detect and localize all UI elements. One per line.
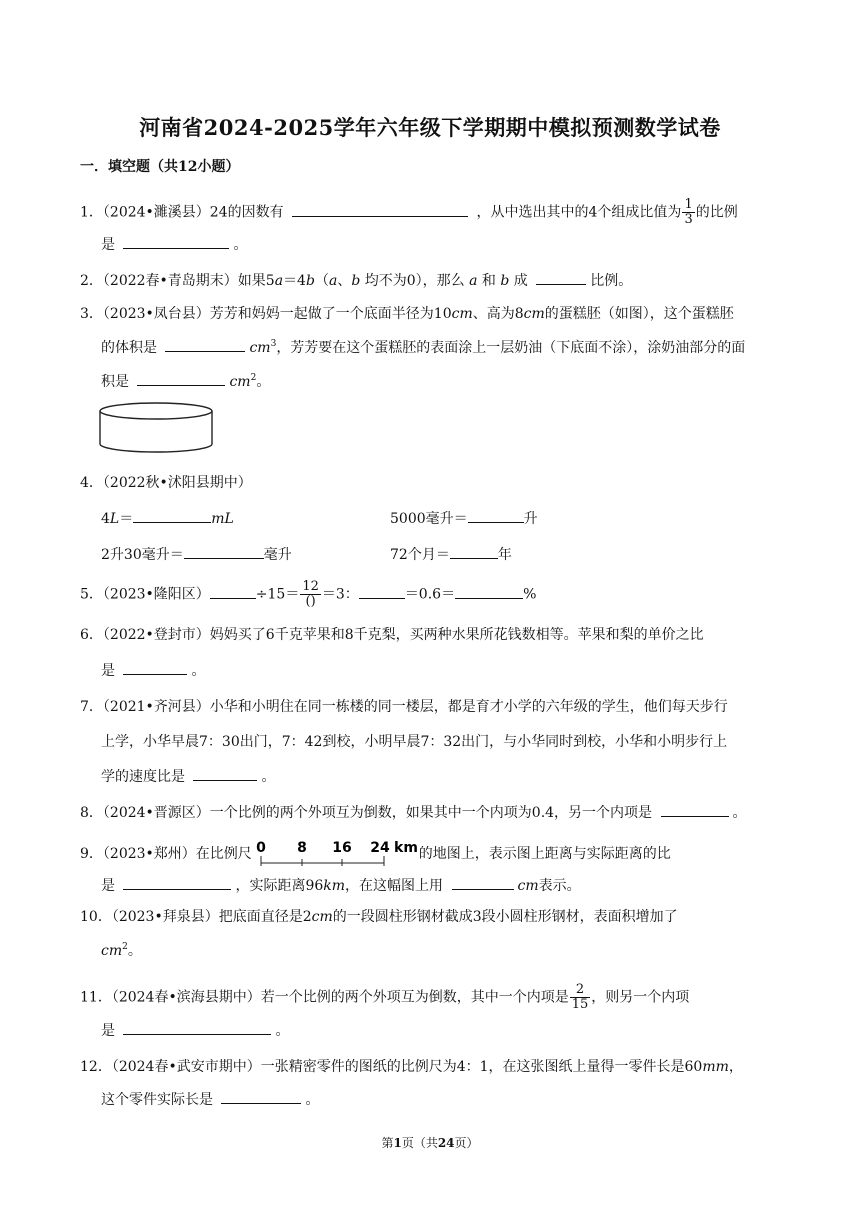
answer-blank[interactable] [123,875,231,890]
question-1-cont: 是 。 [101,234,247,254]
answer-blank[interactable] [165,337,245,352]
answer-blank[interactable] [292,202,468,217]
fraction: $\frac{1}{3}$ [684,197,693,227]
question-9-cont: 是 ，实际距离96km，在这幅图上用 cm表示。 [101,875,581,895]
cake-cylinder-figure [98,400,216,458]
question-7-cont2: 学的速度比是 。 [101,766,275,786]
answer-blank[interactable] [123,1020,271,1035]
question-10-cont: $cm^2$。 [101,942,142,959]
fraction: $\frac{12}{()}$ [302,579,319,609]
question-4-row1-right: 5000毫升＝ 升 [390,508,538,528]
question-4: 4．（2022秋•沭阳县期中） [80,475,252,491]
question-12: 12．（2024春•武安市期中）一张精密零件的图纸的比例尺为4：1，在这张图纸上量得一零件长是60mm， [80,1059,743,1075]
question-11: 11．（2024春•滨海县期中）若一个比例的两个外项互为倒数，其中一个内项是 $\frac{2}{15}$ ，则另一个内项 [80,982,690,1012]
page-number: 1 [393,1136,402,1150]
question-3-cont2: 积是 $cm^2$。 [101,373,271,390]
question-7: 7．（2021•齐河县）小华和小明住在同一栋楼的同一楼层，都是育才小学的六年级的学生，他们每天步行 [80,699,728,715]
question-7-cont: 上学，小华早晨7：30出门，7：42到校，小明早晨7：32出门，与小华同时到校，小华和小明步行上 [101,734,728,750]
question-9: 9．（2023•郑州）在比例尺 0 8 16 24 km 的地图上，表示图上距离与实际距离的比 [80,839,671,869]
page-title: 河南省2024-2025学年六年级下学期期中模拟预测数学试卷 [139,115,721,140]
scale-label-16: 16 [332,840,352,856]
answer-blank[interactable] [536,270,586,285]
scale-unit: km [394,840,419,856]
question-3-cont: 的体积是 $cm^3$，芳芳要在这个蛋糕胚的表面涂上一层奶油（下底面不涂），涂奶油部分的面 [101,339,746,356]
answer-blank[interactable] [133,508,211,523]
answer-blank[interactable] [450,544,498,559]
answer-blank[interactable] [137,371,225,386]
answer-blank[interactable] [452,875,514,890]
question-10: 10．（2023•拜泉县）把底面直径是2cm的一段圆柱形钢材截成3段小圆柱形钢材，表面积增加了 [80,909,678,925]
scale-label-8: 8 [297,840,308,856]
answer-blank[interactable] [210,584,256,599]
question-4-row2-left: 2升30毫升＝ 毫升 [101,544,292,564]
answer-blank[interactable] [123,660,187,675]
scale-bar [256,839,419,869]
fraction: $\frac{2}{15}$ [571,982,589,1012]
answer-blank[interactable] [221,1089,301,1104]
total-pages: 24 [437,1136,455,1150]
question-6-cont: 是 。 [101,660,205,680]
page-footer: 第1页（共24页） [381,1136,479,1150]
question-4-row1-left: 4L＝ mL [101,508,234,528]
question-6: 6．（2022•登封市）妈妈买了6千克苹果和8千克梨，买两种水果所花钱数相等。苹果和梨的单价之比 [80,627,704,643]
question-2: 2．（2022春•青岛期末）如果5a＝4b（a、b 均不为0），那么 a 和 b 成 比例。 [80,270,632,290]
scale-label-24: 24 [370,840,390,856]
section-heading: 一．填空题（共12小题） [80,159,240,175]
answer-blank[interactable] [661,802,729,817]
answer-blank[interactable] [359,584,405,599]
answer-blank[interactable] [123,234,229,249]
answer-blank[interactable] [468,508,524,523]
question-1: 1．（2024•濉溪县）24的因数有 ，从中选出其中的4个组成比值为 $\frac{1}{3}$ 的比例 [80,197,738,227]
scale-label-0: 0 [256,840,267,856]
question-11-cont: 是 。 [101,1020,289,1040]
answer-blank[interactable] [184,544,264,559]
question-3: 3．（2023•凤台县）芳芳和妈妈一起做了一个底面半径为10cm、高为8cm的蛋糕胚（如图），这个蛋糕胚 [80,306,734,322]
question-8: 8．（2024•晋源区）一个比例的两个外项互为倒数，如果其中一个内项为0.4，另一个内项是 。 [80,802,747,822]
question-12-cont: 这个零件实际长是 。 [101,1089,319,1109]
question-5: 5．（2023•隆阳区） ÷15＝ $\frac{12}{()}$ ＝3： ＝0.6＝ % [80,579,537,609]
answer-blank[interactable] [193,766,257,781]
answer-blank[interactable] [455,584,523,599]
question-4-row2-right: 72个月＝ 年 [390,544,512,564]
